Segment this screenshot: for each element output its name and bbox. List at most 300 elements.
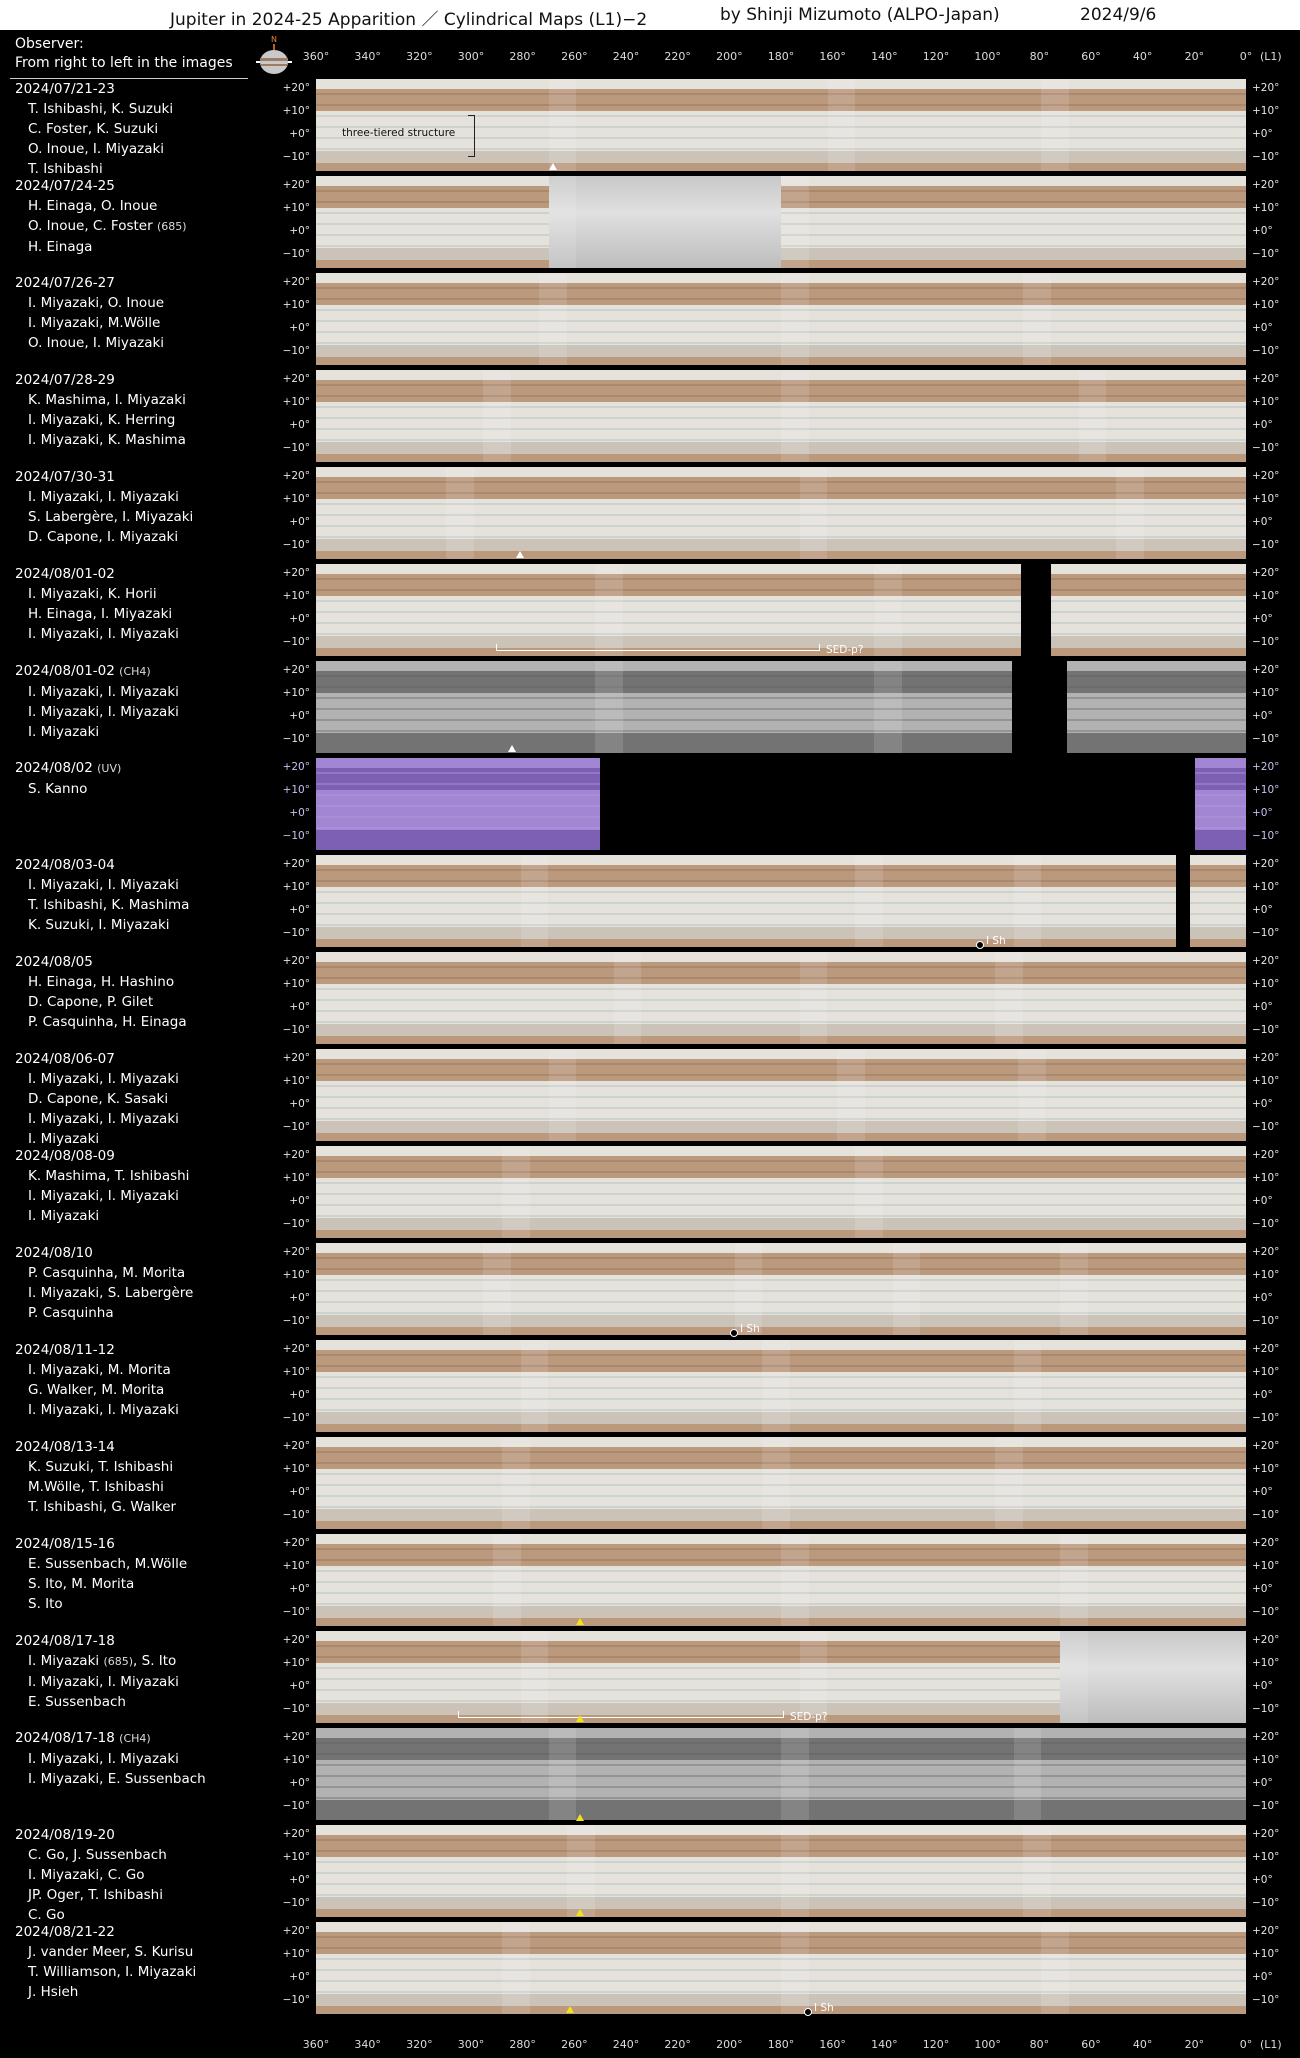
observer-names bbox=[15, 1942, 196, 1962]
latitude-label-left: +10° bbox=[282, 1366, 310, 1378]
observer-names bbox=[15, 722, 179, 742]
latitude-label-left: −10° bbox=[282, 1606, 310, 1618]
image-seam bbox=[493, 1534, 521, 1626]
observer-name-text: I. Miyazaki, K. Herring bbox=[28, 412, 176, 428]
latitude-label-left: +10° bbox=[282, 784, 310, 796]
page-header bbox=[0, 0, 1300, 30]
observer-name-text: I. Miyazaki, M. Morita bbox=[28, 1362, 171, 1378]
map-row bbox=[0, 467, 1300, 564]
sed-extent-bracket bbox=[496, 644, 820, 651]
cloud-streak bbox=[316, 1085, 1246, 1087]
latitude-label-right: +0° bbox=[1252, 710, 1273, 722]
observer-name-text: H. Einaga, I. Miyazaki bbox=[28, 606, 173, 622]
cloud-streak bbox=[316, 589, 1246, 591]
wavelength-tag: (685) bbox=[156, 220, 187, 233]
latitude-label-left: +0° bbox=[289, 904, 310, 916]
longitude-tick-label: 120° bbox=[922, 50, 950, 63]
feature-marker-triangle bbox=[576, 1618, 584, 1625]
page-title: Jupiter in 2024-25 Apparition ／ Cylindrical Maps (L1)−2 bbox=[170, 10, 648, 30]
io-shadow-marker bbox=[730, 1329, 738, 1337]
image-seam bbox=[995, 952, 1023, 1044]
observer-names bbox=[15, 604, 179, 624]
image-seam bbox=[595, 564, 623, 656]
cloud-band bbox=[316, 1178, 1246, 1218]
latitude-label-left: +0° bbox=[289, 807, 310, 819]
longitude-tick-label: 0° bbox=[1239, 50, 1253, 63]
observer-name-text: O. Inoue, C. Foster bbox=[28, 218, 153, 234]
observer-names bbox=[15, 313, 164, 333]
author-credit: by Shinji Mizumoto (ALPO-Japan) bbox=[720, 5, 1000, 25]
latitude-label-left: +20° bbox=[282, 1731, 310, 1743]
cylindrical-map-strip bbox=[316, 855, 1246, 950]
observer-name-text: H. Einaga, O. Inoue bbox=[28, 198, 158, 214]
latitude-label-right: +10° bbox=[1252, 1269, 1280, 1281]
longitude-tick-label: 340° bbox=[354, 2038, 381, 2051]
latitude-label-right: +10° bbox=[1252, 396, 1280, 408]
no-data-region bbox=[1021, 564, 1051, 656]
row-observation-info bbox=[15, 1340, 179, 1420]
latitude-label-right: −10° bbox=[1252, 539, 1280, 551]
cloud-streak bbox=[316, 988, 1246, 990]
longitude-tick-label: 340° bbox=[354, 50, 381, 63]
wavelength-tag: (685) bbox=[103, 1655, 134, 1668]
observer-name-text: I. Miyazaki, I. Miyazaki bbox=[28, 704, 179, 720]
cloud-streak bbox=[316, 148, 1246, 150]
cloud-band bbox=[316, 952, 1246, 962]
image-seam bbox=[1060, 1534, 1088, 1626]
latitude-label-left: +20° bbox=[282, 761, 310, 773]
cloud-streak bbox=[316, 633, 1246, 635]
observer-names bbox=[15, 1982, 196, 2002]
latitude-label-right: −10° bbox=[1252, 1509, 1280, 1521]
observation-date bbox=[15, 855, 189, 875]
latitude-label-right: −10° bbox=[1252, 830, 1280, 842]
latitude-label-right: −10° bbox=[1252, 733, 1280, 745]
latitude-label-right: −10° bbox=[1252, 248, 1280, 260]
latitude-label-right: +10° bbox=[1252, 299, 1280, 311]
observer-names bbox=[15, 1692, 179, 1712]
latitude-label-left: +10° bbox=[282, 1948, 310, 1960]
observer-name-text: S. Labergère, I. Miyazaki bbox=[28, 509, 194, 525]
observer-name-text: I. Miyazaki, I. Miyazaki bbox=[28, 1111, 179, 1127]
image-seam bbox=[502, 1922, 530, 2014]
map-row bbox=[0, 1146, 1300, 1243]
observation-date bbox=[15, 952, 187, 972]
image-seam bbox=[781, 176, 809, 268]
cloud-band bbox=[316, 939, 1246, 947]
cloud-streak bbox=[316, 1193, 1246, 1195]
latitude-label-left: −10° bbox=[282, 248, 310, 260]
observation-date-text: 2024/08/08-09 bbox=[15, 1148, 115, 1164]
observation-date-text: 2024/07/28-29 bbox=[15, 372, 115, 388]
observer-name-text: I. Miyazaki, S. Labergère bbox=[28, 1285, 194, 1301]
latitude-label-right: +20° bbox=[1252, 1925, 1280, 1937]
observer-name-text: I. Miyazaki bbox=[28, 1208, 100, 1224]
latitude-label-left: +0° bbox=[289, 516, 310, 528]
observer-name-text: I. Miyazaki, M.Wölle bbox=[28, 315, 161, 331]
feature-marker-triangle bbox=[576, 1909, 584, 1916]
latitude-label-right: −10° bbox=[1252, 345, 1280, 357]
observer-names bbox=[15, 1109, 179, 1129]
feature-marker-triangle bbox=[576, 1715, 584, 1722]
longitude-tick-label: 280° bbox=[509, 2038, 536, 2051]
image-seam bbox=[837, 1049, 865, 1141]
cloud-band bbox=[316, 163, 1246, 171]
row-observation-info bbox=[15, 1437, 176, 1517]
no-data-region bbox=[1012, 661, 1068, 753]
latitude-label-right: +10° bbox=[1252, 1366, 1280, 1378]
latitude-label-right: −10° bbox=[1252, 1703, 1280, 1715]
latitude-label-left: +20° bbox=[282, 470, 310, 482]
observer-names bbox=[15, 196, 187, 216]
latitude-label-right: −10° bbox=[1252, 1606, 1280, 1618]
observer-name-text: I. Miyazaki, K. Horii bbox=[28, 586, 157, 602]
longitude-tick-label: 20° bbox=[1184, 50, 1205, 63]
latitude-label-right: +20° bbox=[1252, 1731, 1280, 1743]
cylindrical-map-strip bbox=[316, 1825, 1246, 1920]
image-seam bbox=[1041, 79, 1069, 171]
map-row bbox=[0, 952, 1300, 1049]
longitude-tick-label: 240° bbox=[612, 2038, 640, 2051]
cloud-band bbox=[316, 596, 1246, 636]
observer-label: Observer: bbox=[15, 36, 84, 52]
observer-names bbox=[15, 430, 186, 450]
observation-date bbox=[15, 1922, 196, 1942]
observer-name-text: J. vander Meer, S. Kurisu bbox=[28, 1944, 194, 1960]
observer-name-text: I. Miyazaki, I. Miyazaki bbox=[28, 1674, 179, 1690]
observer-name-suffix: , S. Ito bbox=[133, 1653, 177, 1669]
latitude-label-left: −10° bbox=[282, 830, 310, 842]
cloud-band bbox=[316, 1133, 1246, 1141]
observer-name-text: I. Miyazaki bbox=[28, 1131, 100, 1147]
observer-name-text: G. Walker, M. Morita bbox=[28, 1382, 165, 1398]
cloud-streak bbox=[316, 1171, 1246, 1173]
cloud-streak bbox=[316, 137, 1246, 139]
observer-names bbox=[15, 1012, 187, 1032]
observer-names bbox=[15, 1845, 167, 1865]
image-seam bbox=[800, 1631, 828, 1723]
latitude-label-left: −10° bbox=[282, 1315, 310, 1327]
latitude-label-left: +10° bbox=[282, 1560, 310, 1572]
latitude-label-right: −10° bbox=[1252, 1218, 1280, 1230]
image-seam bbox=[828, 79, 856, 171]
observer-names bbox=[15, 915, 189, 935]
latitude-label-left: +0° bbox=[289, 419, 310, 431]
image-seam bbox=[446, 467, 474, 559]
observer-name-text: I. Miyazaki, I. Miyazaki bbox=[28, 1071, 179, 1087]
latitude-label-left: +20° bbox=[282, 858, 310, 870]
observation-date-text: 2024/08/02 bbox=[15, 760, 93, 776]
io-shadow-marker bbox=[804, 2008, 812, 2016]
image-seam bbox=[1060, 1631, 1088, 1723]
observer-name-text: I. Miyazaki bbox=[28, 1653, 100, 1669]
latitude-label-right: +0° bbox=[1252, 1292, 1273, 1304]
image-seam bbox=[1023, 273, 1051, 365]
image-seam bbox=[502, 1437, 530, 1529]
image-seam bbox=[1079, 370, 1107, 462]
latitude-label-right: +20° bbox=[1252, 1343, 1280, 1355]
observation-date bbox=[15, 1146, 189, 1166]
longitude-tick-label: 300° bbox=[457, 2038, 485, 2051]
feature-marker-triangle bbox=[566, 2006, 574, 2013]
image-seam bbox=[893, 1243, 921, 1335]
longitude-system-label: (L1) bbox=[1260, 50, 1282, 63]
row-observation-info bbox=[15, 1825, 167, 1925]
observation-date bbox=[15, 273, 164, 293]
observer-names bbox=[15, 1283, 193, 1303]
map-row bbox=[0, 273, 1300, 370]
observer-names bbox=[15, 779, 121, 799]
observation-date bbox=[15, 758, 121, 779]
latitude-label-left: +0° bbox=[289, 225, 310, 237]
map-annotation: three-tiered structure bbox=[342, 127, 456, 139]
observer-names bbox=[15, 1206, 189, 1226]
longitude-tick-label: 80° bbox=[1029, 50, 1050, 63]
image-seam bbox=[521, 855, 549, 947]
latitude-label-right: +10° bbox=[1252, 493, 1280, 505]
image-seam bbox=[1014, 1340, 1042, 1432]
map-row bbox=[0, 1631, 1300, 1728]
latitude-label-left: +10° bbox=[282, 687, 310, 699]
latitude-label-right: +20° bbox=[1252, 858, 1280, 870]
observation-date-text: 2024/08/10 bbox=[15, 1245, 93, 1261]
map-row bbox=[0, 564, 1300, 661]
observer-names bbox=[15, 1477, 176, 1497]
longitude-tick-label: 260° bbox=[561, 2038, 588, 2051]
latitude-label-left: +10° bbox=[282, 493, 310, 505]
image-seam bbox=[614, 952, 642, 1044]
longitude-tick-label: 40° bbox=[1132, 2038, 1153, 2051]
observation-date-text: 2024/08/17-18 bbox=[15, 1730, 115, 1746]
observer-name-text: C. Foster, K. Suzuki bbox=[28, 121, 159, 137]
image-seam bbox=[502, 1146, 530, 1238]
map-row bbox=[0, 1825, 1300, 1922]
latitude-label-right: +20° bbox=[1252, 664, 1280, 676]
feature-marker-triangle bbox=[516, 551, 524, 558]
cloud-streak bbox=[316, 891, 1246, 893]
latitude-label-left: +20° bbox=[282, 179, 310, 191]
latitude-label-right: +0° bbox=[1252, 1195, 1273, 1207]
longitude-tick-label: 60° bbox=[1081, 2038, 1101, 2051]
image-seam bbox=[762, 1437, 790, 1529]
observer-names bbox=[15, 1574, 187, 1594]
cloud-streak bbox=[316, 1063, 1246, 1065]
latitude-label-left: +10° bbox=[282, 1075, 310, 1087]
latitude-label-left: +10° bbox=[282, 202, 310, 214]
map-row bbox=[0, 1340, 1300, 1437]
observation-date-text: 2024/07/26-27 bbox=[15, 275, 115, 291]
jupiter-north-indicator-icon bbox=[254, 34, 294, 78]
observer-names bbox=[15, 1885, 167, 1905]
latitude-label-right: −10° bbox=[1252, 442, 1280, 454]
latitude-label-right: +20° bbox=[1252, 1149, 1280, 1161]
observer-names bbox=[15, 1594, 187, 1614]
cloud-streak bbox=[316, 966, 1246, 968]
cloud-streak bbox=[316, 1312, 1246, 1314]
cloud-streak bbox=[316, 1074, 1246, 1076]
image-seam bbox=[874, 564, 902, 656]
cloud-streak bbox=[316, 708, 1246, 710]
image-seam bbox=[781, 370, 809, 462]
cylindrical-map-strip bbox=[316, 661, 1246, 756]
cloud-band bbox=[316, 927, 1246, 939]
latitude-label-left: +0° bbox=[289, 613, 310, 625]
latitude-label-right: +10° bbox=[1252, 202, 1280, 214]
observer-heading bbox=[15, 35, 233, 73]
latitude-label-left: +20° bbox=[282, 1634, 310, 1646]
observer-names bbox=[15, 1651, 179, 1672]
image-seam bbox=[567, 1825, 595, 1917]
cloud-streak bbox=[316, 600, 1246, 602]
latitude-label-right: +10° bbox=[1252, 1463, 1280, 1475]
observer-names bbox=[15, 682, 179, 702]
cloud-streak bbox=[316, 1215, 1246, 1217]
cylindrical-map-strip bbox=[316, 1340, 1246, 1435]
observation-date bbox=[15, 661, 179, 682]
image-seam bbox=[1060, 1243, 1088, 1335]
latitude-label-right: +20° bbox=[1252, 179, 1280, 191]
latitude-label-left: +20° bbox=[282, 1440, 310, 1452]
longitude-tick-label: 200° bbox=[716, 50, 743, 63]
latitude-label-left: +10° bbox=[282, 1269, 310, 1281]
cloud-streak bbox=[316, 1107, 1246, 1109]
observer-name-text: I. Miyazaki, I. Miyazaki bbox=[28, 626, 179, 642]
cloud-streak bbox=[316, 1204, 1246, 1206]
latitude-label-right: +0° bbox=[1252, 1389, 1273, 1401]
image-seam bbox=[539, 273, 567, 365]
observation-date bbox=[15, 1243, 193, 1263]
longitude-tick-label: 280° bbox=[509, 50, 536, 63]
latitude-label-left: −10° bbox=[282, 1703, 310, 1715]
no-data-region bbox=[1176, 855, 1190, 947]
observer-names bbox=[15, 119, 173, 139]
observer-name-text: I. Miyazaki, I. Miyazaki bbox=[28, 1188, 179, 1204]
cloud-streak bbox=[316, 697, 1246, 699]
row-observation-info bbox=[15, 564, 179, 644]
longitude-tick-label: 40° bbox=[1132, 50, 1153, 63]
observer-name-text: T. Ishibashi, K. Suzuki bbox=[28, 101, 174, 117]
longitude-tick-label: 360° bbox=[302, 50, 330, 63]
observation-date-text: 2024/07/30-31 bbox=[15, 469, 115, 485]
longitude-tick-label: 20° bbox=[1184, 2038, 1205, 2051]
observer-names bbox=[15, 333, 164, 353]
image-seam bbox=[1018, 1049, 1046, 1141]
longitude-tick-label: 140° bbox=[871, 50, 898, 63]
latitude-label-left: +0° bbox=[289, 1292, 310, 1304]
latitude-label-left: +10° bbox=[282, 978, 310, 990]
observer-name-text: I. Miyazaki bbox=[28, 724, 100, 740]
image-seam bbox=[595, 661, 623, 753]
latitude-label-left: +20° bbox=[282, 664, 310, 676]
cloud-band bbox=[316, 1218, 1246, 1230]
latitude-label-left: −10° bbox=[282, 151, 310, 163]
cloud-streak bbox=[316, 93, 1246, 95]
cloud-band bbox=[316, 1327, 1246, 1335]
image-seam bbox=[521, 1340, 549, 1432]
image-seam bbox=[549, 1049, 577, 1141]
observation-date-text: 2024/08/15-16 bbox=[15, 1536, 115, 1552]
observer-name-text: P. Casquinha, H. Einaga bbox=[28, 1014, 187, 1030]
observer-name-text: K. Mashima, I. Miyazaki bbox=[28, 392, 186, 408]
latitude-label-left: +0° bbox=[289, 322, 310, 334]
observer-name-text: C. Go bbox=[28, 1907, 65, 1923]
observation-date bbox=[15, 1437, 176, 1457]
latitude-label-left: −10° bbox=[282, 1994, 310, 2006]
latitude-label-right: +0° bbox=[1252, 225, 1273, 237]
latitude-label-left: −10° bbox=[282, 539, 310, 551]
row-observation-info bbox=[15, 952, 187, 1032]
feature-marker-triangle bbox=[576, 1814, 584, 1821]
observation-date bbox=[15, 1728, 206, 1749]
observation-date bbox=[15, 79, 173, 99]
observation-date-text: 2024/07/24-25 bbox=[15, 178, 115, 194]
image-seam bbox=[735, 1243, 763, 1335]
observation-date-text: 2024/08/21-22 bbox=[15, 1924, 115, 1940]
latitude-label-right: +20° bbox=[1252, 276, 1280, 288]
latitude-label-right: +20° bbox=[1252, 1440, 1280, 1452]
cloud-streak bbox=[316, 1257, 1246, 1259]
map-row bbox=[0, 79, 1300, 176]
cloud-streak bbox=[316, 104, 1246, 106]
image-seam bbox=[781, 273, 809, 365]
observer-names bbox=[15, 895, 189, 915]
cloud-streak bbox=[316, 977, 1246, 979]
cloud-streak bbox=[316, 913, 1246, 915]
cylindrical-map-strip bbox=[316, 79, 1246, 174]
monochrome-segment bbox=[549, 176, 782, 268]
cloud-streak bbox=[316, 1301, 1246, 1303]
latitude-label-right: +0° bbox=[1252, 1874, 1273, 1886]
latitude-label-left: +10° bbox=[282, 105, 310, 117]
row-observation-info bbox=[15, 1922, 196, 2002]
latitude-label-right: −10° bbox=[1252, 1994, 1280, 2006]
latitude-label-left: −10° bbox=[282, 1509, 310, 1521]
observer-name-text: S. Ito, M. Morita bbox=[28, 1576, 135, 1592]
latitude-label-left: −10° bbox=[282, 1121, 310, 1133]
observation-date-text: 2024/08/13-14 bbox=[15, 1439, 115, 1455]
latitude-label-right: +10° bbox=[1252, 881, 1280, 893]
observer-names bbox=[15, 1360, 179, 1380]
latitude-label-right: +20° bbox=[1252, 1537, 1280, 1549]
image-seam bbox=[781, 1534, 809, 1626]
row-observation-info bbox=[15, 1728, 206, 1789]
image-seam bbox=[855, 855, 883, 947]
latitude-label-right: +20° bbox=[1252, 955, 1280, 967]
cloud-streak bbox=[316, 686, 1246, 688]
image-seam bbox=[781, 1922, 809, 2014]
observation-date-text: 2024/08/03-04 bbox=[15, 857, 115, 873]
latitude-label-right: −10° bbox=[1252, 1412, 1280, 1424]
longitude-axis-bottom bbox=[302, 2038, 1282, 2058]
map-annotation: SED-p? bbox=[826, 644, 864, 656]
observer-name-text: E. Sussenbach bbox=[28, 1694, 126, 1710]
map-row bbox=[0, 1049, 1300, 1146]
observer-names bbox=[15, 390, 186, 410]
latitude-label-right: +0° bbox=[1252, 1001, 1273, 1013]
filter-tag: (UV) bbox=[97, 762, 122, 775]
observer-name-text: O. Inoue, I. Miyazaki bbox=[28, 335, 165, 351]
image-seam bbox=[549, 176, 577, 268]
map-annotation: I Sh bbox=[814, 2002, 834, 2014]
latitude-label-right: +10° bbox=[1252, 784, 1280, 796]
map-annotation: I Sh bbox=[740, 1323, 760, 1335]
longitude-tick-label: 300° bbox=[457, 50, 485, 63]
image-seam bbox=[1041, 1922, 1069, 2014]
cloud-streak bbox=[316, 1160, 1246, 1162]
image-seam bbox=[549, 79, 577, 171]
latitude-label-left: +20° bbox=[282, 1246, 310, 1258]
cloud-streak bbox=[316, 902, 1246, 904]
